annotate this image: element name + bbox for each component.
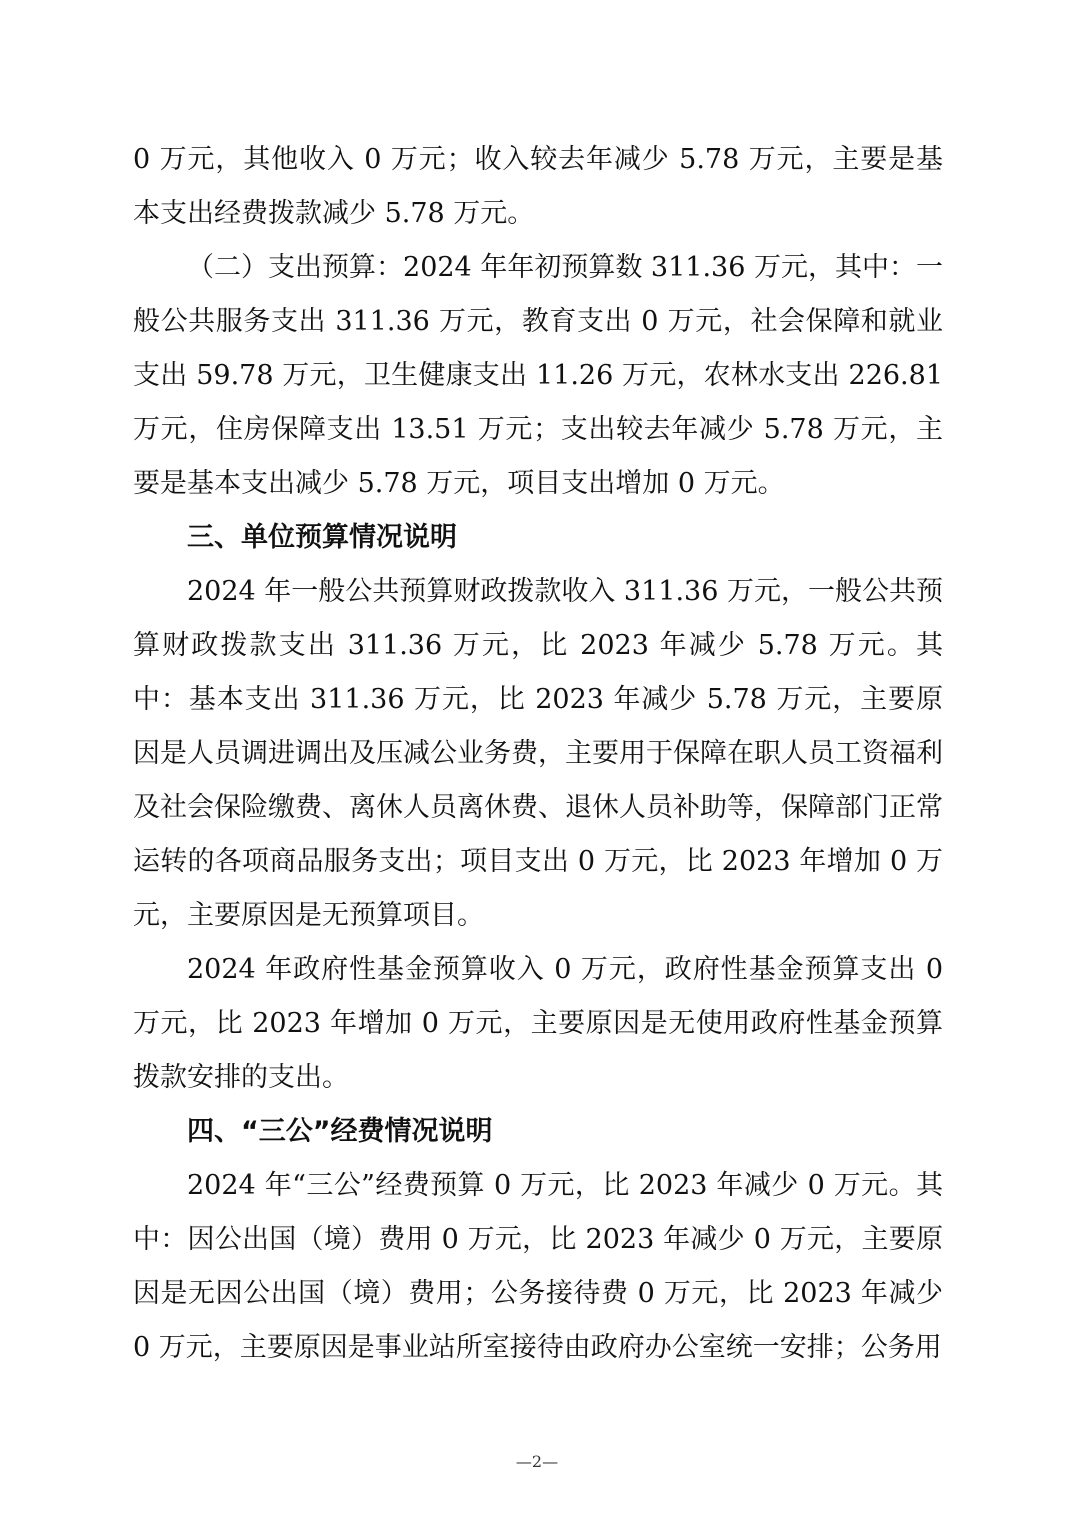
page-number: —2— bbox=[515, 1452, 559, 1471]
paragraph-income-continued: 0 万元，其他收入 0 万元；收入较去年减少 5.78 万元，主要是基本支出经费拨款减少 5.78 万元。 bbox=[133, 144, 943, 229]
paragraph-general-public-budget: 2024 年一般公共预算财政拨款收入 311.36 万元，一般公共预算财政拨款支出 311.36 万元，比 2023 年减少 5.78 万元。其中：基本支出 311.36 万元，比 2023 年减少 5.78 万元，主要原因是人员调进调出及压减公业务费，主要用于保障在职人员工资福利及社会保险缴费、离休人员离休费、退休人员补助等，保障部门正常运转的各项商品服务支出；项目支出 0 万元，比 2023 年增加 0 万元，主要原因是无预算项目。 bbox=[133, 576, 943, 931]
paragraph-government-fund-budget: 2024 年政府性基金预算收入 0 万元，政府性基金预算支出 0 万元，比 2023 年增加 0 万元，主要原因是无使用政府性基金预算拨款安排的支出。 bbox=[133, 954, 943, 1093]
document-page bbox=[133, 133, 943, 1375]
paragraph-three-public-expenses: 2024 年“三公”经费预算 0 万元，比 2023 年减少 0 万元。其中：因公出国（境）费用 0 万元，比 2023 年减少 0 万元，主要原因是无因公出国（境）费用；公务接待费 0 万元，比 2023 年减少 0 万元，主要原因是事业站所室接待由政府办公室统一安排；公务用 bbox=[133, 1170, 943, 1363]
section-heading-unit-budget: 三、单位预算情况说明 bbox=[187, 522, 457, 553]
section-heading-three-public-expenses: 四、“三公”经费情况说明 bbox=[187, 1116, 493, 1147]
paragraph-expenditure-budget: （二）支出预算：2024 年年初预算数 311.36 万元，其中：一般公共服务支出 311.36 万元，教育支出 0 万元，社会保障和就业支出 59.78 万元，卫生健康支出 11.26 万元，农林水支出 226.81 万元，住房保障支出 13.51 万元；支出较去年减少 5.78 万元，主要是基本支出减少 5.78 万元，项目支出增加 0 万元。 bbox=[133, 252, 943, 499]
